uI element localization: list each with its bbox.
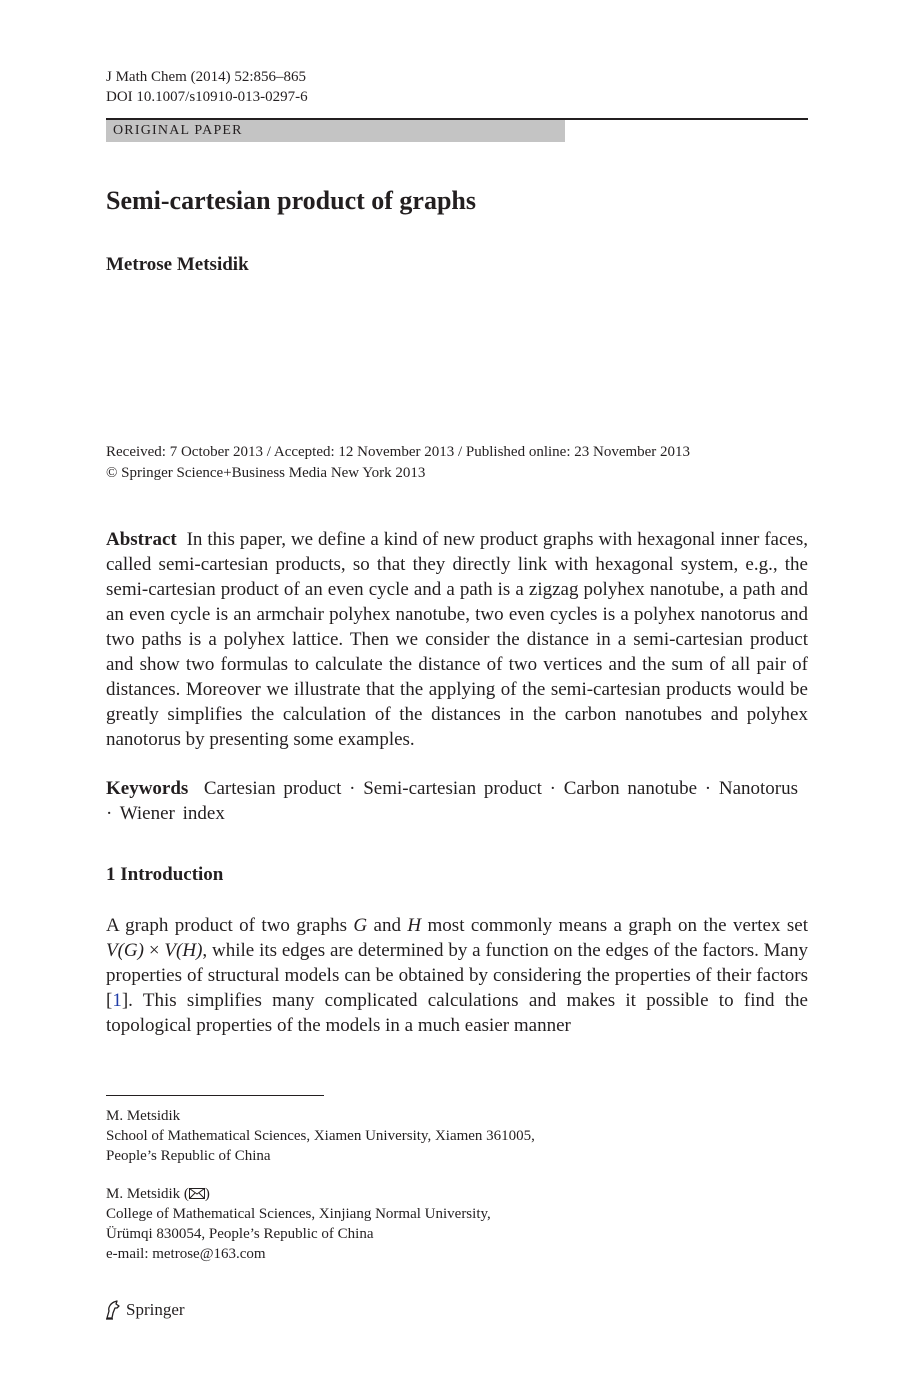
journal-citation bbox=[106, 67, 308, 107]
intro-text: most commonly means a graph on the vertex set bbox=[427, 915, 808, 936]
intro-text: , while its edges are determined by a function on the edges of the factors. Many properties of structural models can be obtained by considering the properties of their factors [ bbox=[106, 940, 809, 1011]
affil2-line2: Ürümqi 830054, People’s Republic of China bbox=[106, 1226, 374, 1242]
affil2-email: e-mail: metrose@163.com bbox=[106, 1246, 266, 1262]
math-g: G bbox=[353, 915, 368, 936]
journal-line: J Math Chem (2014) 52:856–865 bbox=[106, 69, 306, 85]
affil2-line1: College of Mathematical Sciences, Xinjiang Normal University, bbox=[106, 1206, 491, 1222]
math-times: × bbox=[148, 940, 160, 961]
copyright-line: © Springer Science+Business Media New York 2013 bbox=[106, 465, 426, 481]
affil2-name-row bbox=[106, 1184, 491, 1204]
math-h: H bbox=[407, 915, 422, 936]
keywords bbox=[106, 776, 808, 826]
publication-dates bbox=[106, 442, 690, 484]
abstract-heading: Abstract bbox=[106, 529, 177, 550]
publisher-name: Springer bbox=[126, 1300, 185, 1319]
affil1-line2: People’s Republic of China bbox=[106, 1148, 271, 1164]
abstract bbox=[106, 527, 808, 752]
publisher-logo bbox=[104, 1298, 185, 1322]
author-name: Metrose Metsidik bbox=[106, 254, 249, 275]
affiliation-2 bbox=[106, 1184, 491, 1264]
keywords-text: Cartesian product · Semi-cartesian product · Carbon nanotube · Nanotorus · Wiener index bbox=[106, 778, 799, 824]
footnote-rule bbox=[106, 1095, 324, 1096]
intro-text: A graph product of two graphs bbox=[106, 915, 347, 936]
intro-paragraph bbox=[106, 913, 808, 1038]
affil1-line1: School of Mathematical Sciences, Xiamen University, Xiamen 361005, bbox=[106, 1128, 535, 1144]
intro-text: and bbox=[373, 915, 401, 936]
keywords-heading: Keywords bbox=[106, 778, 189, 799]
math-vg: V(G) bbox=[106, 940, 144, 961]
envelope-icon bbox=[189, 1188, 205, 1199]
citation-link[interactable]: 1 bbox=[112, 990, 122, 1011]
springer-horse-icon bbox=[104, 1300, 122, 1320]
paper-title: Semi-cartesian product of graphs bbox=[106, 186, 477, 215]
paper-type-banner: ORIGINAL PAPER bbox=[106, 120, 565, 142]
affil1-name: M. Metsidik bbox=[106, 1108, 181, 1124]
intro-text: ]. This simplifies many complicated calculations and makes it possible to find the topological properties of the models in a much easier manner bbox=[106, 990, 808, 1036]
affil2-name: M. Metsidik ( bbox=[106, 1186, 189, 1202]
affil2-name-end: ) bbox=[204, 1186, 210, 1202]
math-vh: V(H) bbox=[164, 940, 203, 961]
doi-line: DOI 10.1007/s10910-013-0297-6 bbox=[106, 89, 308, 105]
section-title: 1 Introduction bbox=[106, 864, 224, 885]
abstract-text: In this paper, we define a kind of new product graphs with hexagonal inner faces, called semi-cartesian products, so that they directly link with hexagonal system, e.g., the semi-cartesian product of an even cycle and a path is a zigzag polyhex nanotube, a path and an even cycle is an armchair polyhex nanotube, two even cycles is a polyhex nanotorus and two paths is a polyhex lattice. Then we consider the distance in a semi-cartesian product and show two formulas to calculate the distance of two vertices and the sum of all pair of distances. Moreover we illustrate that the applying of the semi-cartesian products would be greatly simplifies the calculation of the distances in the carbon nanotubes and polyhex nanotorus by presenting some examples. bbox=[106, 529, 808, 750]
dates-line: Received: 7 October 2013 / Accepted: 12 November 2013 / Published online: 23 November 2013 bbox=[106, 444, 691, 460]
affiliation-1 bbox=[106, 1106, 535, 1166]
